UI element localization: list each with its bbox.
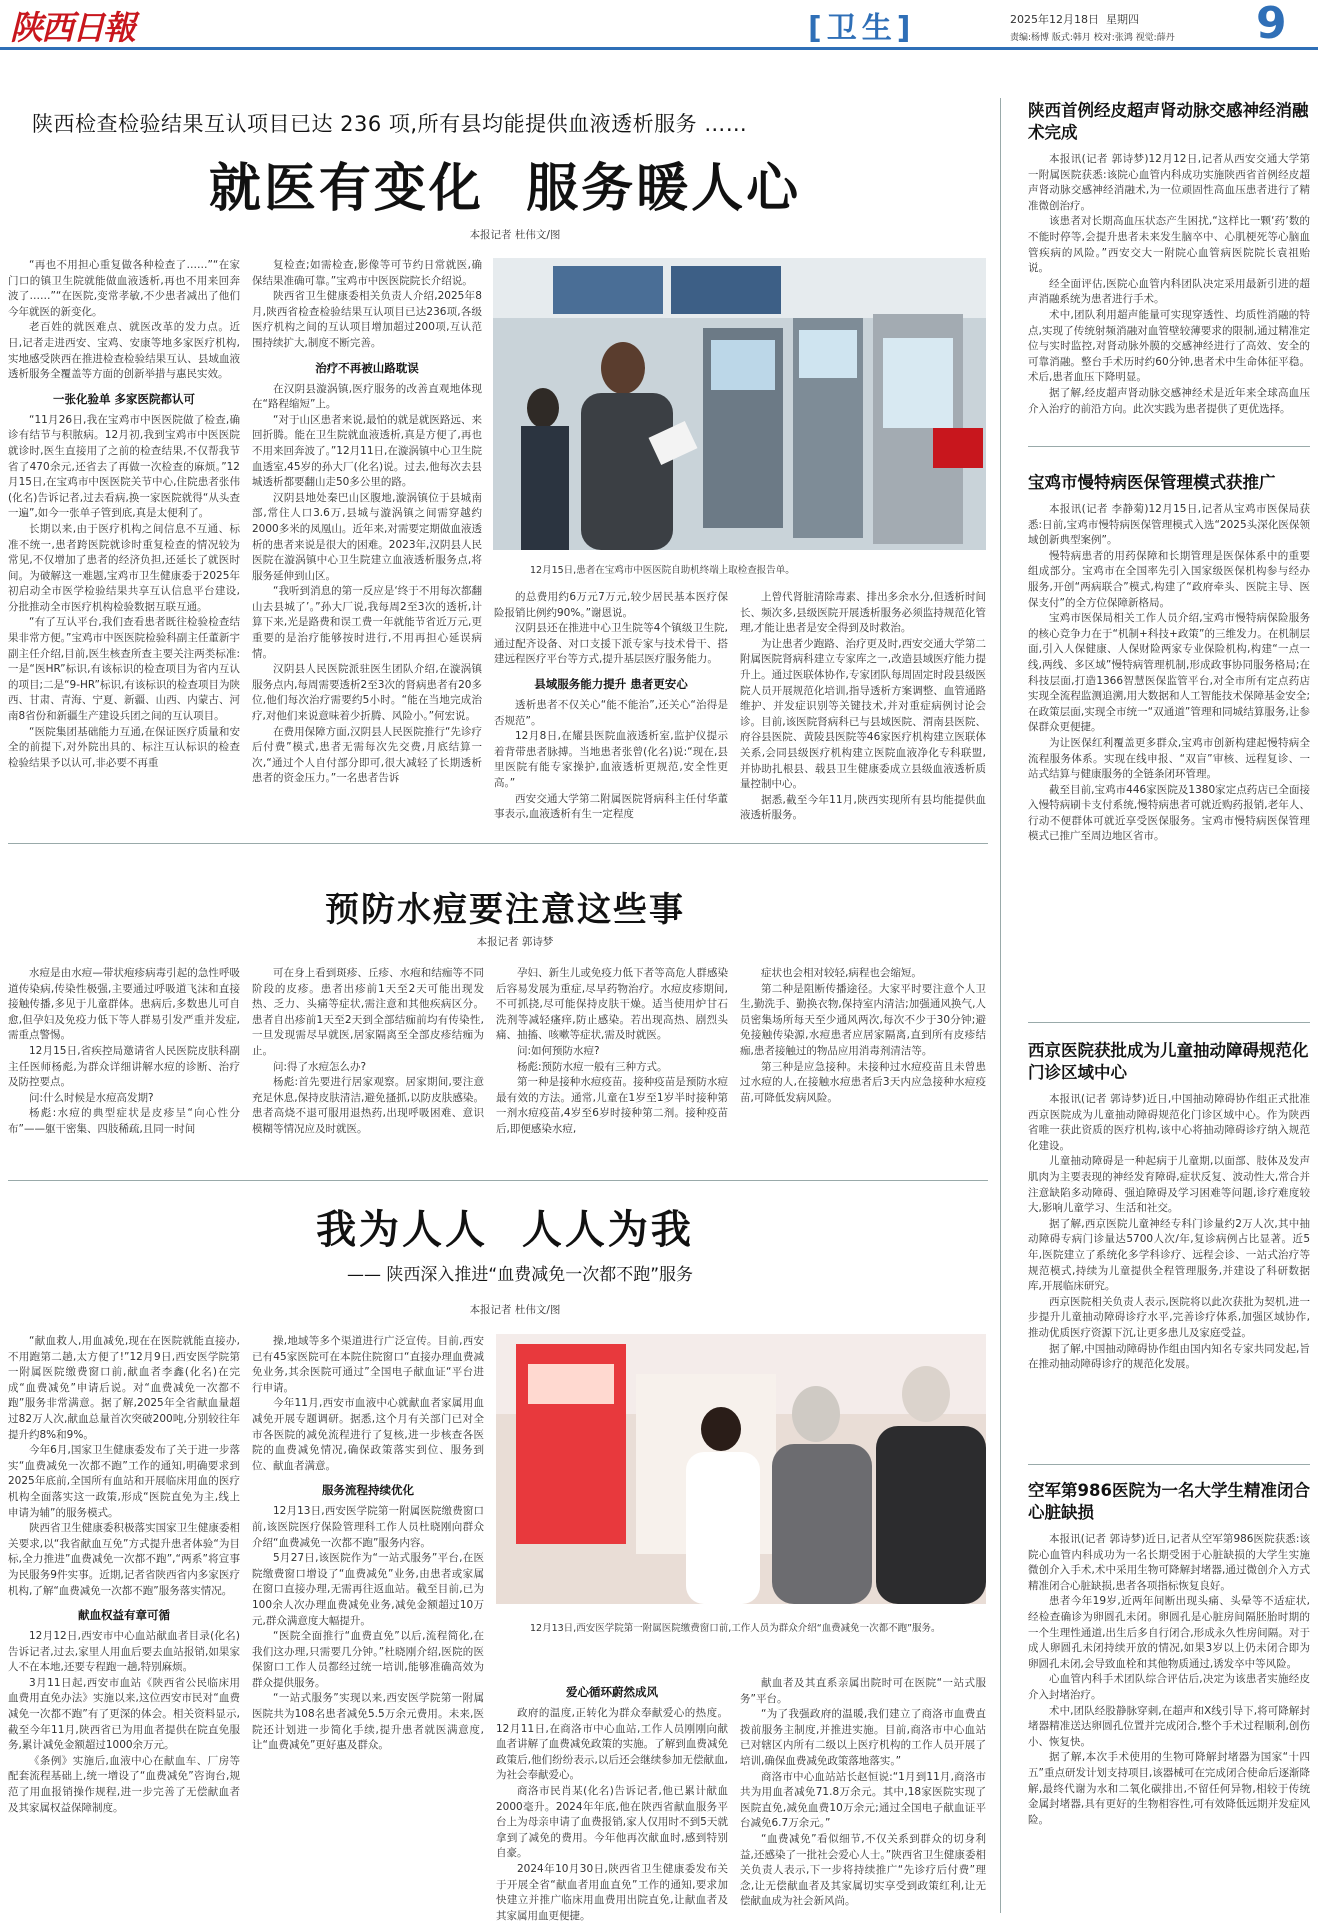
article1-headline: 就医有变化 服务暖人心 — [208, 159, 802, 219]
paragraph: 商洛市中心血站站长赵恒说:“1月到11月,商洛市共为用血者减免71.8万余元。其中,18家医院实现了医院直免,减免血费10万余元;通过全国电子献血证平台减免6.7万余元。” — [740, 1770, 986, 1830]
paragraph: 本报讯(记者 李静菊)12月15日,记者从宝鸡市医保局获悉:日前,宝鸡市慢特病医保管理模式入选“2025头深化医保领域创新典型案例”。 — [1028, 503, 1310, 547]
paragraph: 5月27日,该医院作为“一站式服务”平台,在医院缴费窗口增设了“血费减免”业务,由患者或家属在窗口直接办理,无需再往返血站。截至目前,已为100余人次办理血费减免业务,减免金额超过10万元,群众满意度大幅提升。 — [252, 1552, 484, 1627]
paragraph: “医院集团基础能力互通,在保证医疗质量和安全的前提下,对外院出具的、标注互认标识的检查检验结果予以认可,非必要不再重 — [8, 725, 240, 769]
paragraph: 据了解,本次手术使用的生物可降解封堵器为国家“十四五”重点研发计划支持项目,该器械可在完成闭合使命后逐渐降解,最终代谢为水和二氧化碳排出,不留任何异物,相较于传统金属封堵器,具有更好的生物相容性,可有效降低远期并发症风险。 — [1028, 1751, 1310, 1826]
sidebar-story-4-body — [1028, 1532, 1310, 1828]
paragraph: 2024年10月30日,陕西省卫生健康委发布关于开展全省“献血者用血直免”工作的通知,要求加快建立并推广临床用血费用出院直免,让献血者及其家属用血更便捷。 — [496, 1862, 728, 1922]
subheading: 献血权益有章可循 — [78, 1608, 170, 1623]
paragraph: 经全面评估,医院心血管内科团队决定采用最新引进的超声消融系统为患者进行手术。 — [1028, 277, 1310, 306]
subheading: 爱心循环蔚然成风 — [566, 1685, 658, 1699]
paragraph: 政府的温度,正转化为群众奉献爱心的热度。12月11日,在商洛市中心血站,工作人员刚刚向献血者讲解了血费减免政策的实施。了解到血费减免政策后,他们纷纷表示,以后还会继续参加无偿献血,为社会奉献爱心。 — [496, 1707, 728, 1782]
paragraph: 第三种是应急接种。未接种过水痘疫苗且未曾患过水痘的人,在接触水痘患者后3天内应急接种水痘疫苗,可降低发病风险。 — [740, 1060, 986, 1104]
weekday-text: 星期四 — [1106, 13, 1139, 26]
paragraph: “医院全面推行“血费直免”以后,流程简化,在我们这办理,只需要几分钟。”杜晓刚介绍,医院的医保窗口工作人员都经过统一培训,能够准确高效为群众提供服务。 — [252, 1630, 484, 1689]
paragraph: 12月13日,西安医学院第一附属医院缴费窗口前,该医院医疗保险管理科工作人员杜晓刚向群众介绍“血费减免一次都不跑”服务内容。 — [252, 1505, 484, 1549]
subheading: 一张化验单 多家医院都认可 — [52, 391, 195, 406]
paragraph: 本报讯(记者 郭诗梦)12月12日,记者从西安交通大学第一附属医院获悉:该院心血管内科成功实施陕西省首例经皮超声肾动脉交感神经消融术,为一位顽固性高血压患者进行了精准微创治疗。 — [1028, 153, 1310, 212]
paragraph: 本报讯(记者 郭诗梦)近日,记者从空军第986医院获悉:该院心血管内科成功为一名长期受困于心脏缺损的大学生实施微创介入手术,术中采用生物可降解封堵器,通过微创介入方式精准闭合心脏缺损,患者各项指标恢复良好。 — [1028, 1533, 1310, 1592]
paragraph: 水痘是由水痘—带状疱疹病毒引起的急性呼吸道传染病,传染性极强,主要通过呼吸道飞沫和直接接触传播,多见于儿童群体。患病后,多数患儿可自愈,但孕妇及免疫力低下等人群易引发严重并发症,需重点警惕。 — [8, 967, 240, 1042]
paragraph: 汉阴县还在推进中心卫生院等4个镇级卫生院,通过配齐设备、对口支援下派专家与技术骨干、搭建远程医疗平台等方式,提升基层医疗服务能力。 — [494, 622, 728, 666]
paragraph: 12月15日,省疾控局邀请省人民医院皮肤科副主任医师杨彪,为群众详细讲解水痘的诊断、治疗及防控要点。 — [8, 1044, 240, 1089]
paragraph: 心血管内科手术团队综合评估后,决定为该患者实施经皮介入封堵治疗。 — [1028, 1673, 1310, 1701]
paragraph: 陕西省卫生健康委相关负责人介绍,2025年8月,陕西省检查检验结果互认项目已达236项,各级医疗机构之间的互认项目增加超过200项,互认范围持续扩大,制度不断完善。 — [252, 290, 482, 349]
article3-subhead: —— 陕西深入推进“血费减免一次都不跑”服务 — [346, 1265, 694, 1285]
paragraph: 问:如何预防水痘? — [517, 1044, 600, 1057]
article1-kicker: 陕西检查检验结果互认项目已达 236 项,所有县均能提供血液透析服务 …… — [32, 112, 748, 136]
sidebar-story-3-body — [1028, 1092, 1310, 1373]
paragraph: 陕西省卫生健康委积极落实国家卫生健康委相关要求,以“我省献血互免”方式提升患者体验“为目标,全力推进”血费减免一次都不跑”,“两系”将宣事为民服务9件实事。近期,记者省陕西省内多家医疗机构,了解“血费减免一次都不跑”服务落实情况。 — [8, 1522, 240, 1597]
paragraph: 杨彪:预防水痘一般有三种方式。 — [517, 1060, 668, 1073]
paragraph: 术中,团队经股静脉穿刺,在超声和X线引导下,将可降解封堵器精准送达卵圆孔位置并完成闭合,整个手术过程顺利,创伤小、恢复快。 — [1028, 1704, 1310, 1748]
paragraph: 12月8日,在耀县医院血液透析室,监护仪提示着背带患者脉搏。当地患者张曾(化名)说:“现在,县里医院有能专家操护,血液透析更规范,安全性更高。” — [494, 730, 728, 789]
paragraph: 透析患者不仅关心“能不能治”,还关心“治得是否规范”。 — [494, 698, 728, 727]
self-service-kiosk-image — [493, 258, 986, 550]
paragraph: 西安交通大学第二附属医院肾病科主任付华董事表示,血液透析有生一定程度 — [494, 792, 728, 821]
paragraph: 据了解,中国抽动障碍协作组由国内知名专家共同发起,旨在推动抽动障碍诊疗的规范化发展。 — [1028, 1342, 1310, 1371]
paragraph: 术中,团队利用超声能量可实现穿透性、均质性消融的特点,实现了传统射频消融对血管壁较薄要求的限制,通过精准定位与实时监控,对肾动脉外膜的交感神经进行了高效、安全的可靠消融。整台手术历时约60分钟,患者术中生命体征平稳。术后,患者血压下降明显。 — [1028, 308, 1310, 384]
paragraph: 操,地域等多个渠道进行广泛宣传。目前,西安已有45家医院可在本院住院窗口“直接办理血费减免业务,其余医院可通过”全国电子献血证“平台进行申请。 — [252, 1335, 484, 1394]
paragraph: 第二种是阻断传播途径。大家平时要注意个人卫生,勤洗手、勤换衣物,保持室内清洁;加强通风换气,人员密集场所每天至少通风两次,每次不少于30分钟;避免接触传染源,水痘患者应居家隔离,直到所有皮疹结痂,患者接触过的物品应用消毒剂清洁等。 — [740, 982, 986, 1057]
paragraph: 据了解,西京医院儿童神经专科门诊量约2万人次,其中抽动障碍专病门诊量达5700人次/年,复诊病例占比显著。近5年,医院建立了系统化多学科诊疗、远程会诊、一站式治疗等规范模式,持续为儿童提供全程管理服务,并建设了科研数据库,开展临床研究。 — [1028, 1217, 1310, 1293]
paragraph: 为让患者少跑路、治疗更及时,西安交通大学第二附属医院肾病科建立专家库之一,改造县域医疗能力提升上。通过医联体协作,专家团队每周固定时段县级医院人员开展规范化培训,指导透析方案调整、血管通路维护、并发症识别等关键技术,并对重症病例讨论会诊。目前,该医院肾病科已与县域医院、渭南县医院、府谷县医院、黄陵县医院等46家医疗机构建立医联体关系,会同县级医疗机构建立医院血液净化专科联盟,并协助扎根县、载县卫生健康委成立县级血液透析质量控制中心。 — [740, 637, 986, 791]
paragraph: 商洛市民肖某(化名)告诉记者,他已累计献血2000毫升。2024年年底,他在陕西省献血服务平台上为母亲申请了血费报销,家人仅用时不到5天就拿到了减免的费用。今年他再次献血时,感到特别自豪。 — [496, 1784, 728, 1860]
paragraph: “献血救人,用血减免,现在在医院就能直接办,不用跑第二趟,太方便了!”12月9日,西安医学院第一附属医院缴费窗口前,献血者李鑫(化名)在完成“血费减免”申请后说。对“血费减免一次都不跑”服务非常满意。据了解,2025年全省献血量超过82万人次,献血总量首次突破200吨,分别较往年提升约8%和9%。 — [8, 1335, 240, 1441]
paragraph: 患者今年19岁,近两年间断出现头痛、头晕等不适症状,经检查确诊为卵圆孔未闭。卵圆孔是心脏房间隔胚胎时期的一个生理性通道,出生后多自行闭合,形成永久性房间隔。对于成人卵圆孔未闭持续开放的情况,如果3岁以上仍未闭合即为卵圆孔未闭,会导致血栓和其他物质通过,诱发卒中等风险。 — [1028, 1595, 1310, 1670]
paragraph: 老百姓的就医难点、就医改革的发力点。近日,记者走进西安、宝鸡、安康等地多家医疗机构,实地感受陕西在推进检查检验结果互认、县域血液透析服务全覆盖等方面的创新举措与惠民实效。 — [8, 321, 240, 381]
sidebar-story-4 — [1028, 1480, 1310, 1912]
paragraph: 为让医保红利覆盖更多群众,宝鸡市创新构建起慢特病全流程服务体系。实现在线申报、“双盲”审核、远程复诊、一站式结算与健康服务的全链条闭环管理。 — [1028, 736, 1310, 781]
article3-column-1 — [8, 1334, 240, 1912]
issue-date — [1010, 11, 1139, 27]
paragraph: 的总费用约6万元7万元,较少居民基本医疗保险报销比例约90%。”谢恩说。 — [494, 591, 728, 619]
date-text: 2025年12月18日 — [1010, 13, 1099, 26]
newspaper-logo: 陕西日報 — [10, 8, 134, 47]
paragraph: “11月26日,我在宝鸡市中医医院做了检查,确诊有结节与积脓病。12月初,我到宝鸡市中医医院就诊时,医生直接用了之前的检查结果,不仅帮我节省了470余元,还省去了再做一次检查的麻烦。”12月15日,在宝鸡市中医医院关节中心,住院患者张伟(化名)告诉记者,过去看病,换一家医院就得“从头查一遍”,如今一张单子管到底,真是太便利了。 — [8, 413, 240, 520]
paragraph: 宝鸡市医保局相关工作人员介绍,宝鸡市慢特病保险服务的核心竞争力在于“机制+科技+政策”的三维发力。在机制层面,引入人保健康、人保财险两家专业保险机构,构建“一点一线,两线、多区域”慢特病管理机制,形成政事协同服务格局;在科技层面,打造1366智慧医保监管平台,对全市所有定点药店实现全流程监测追溯,用大数据和人工智能技术保障基金安全;在政策层面,实现全市统一“双通道”管理和同城结算服务,让参保群众更便捷。 — [1028, 612, 1310, 734]
paragraph: 可在身上看到斑疹、丘疹、水疱和结痂等不同阶段的皮疹。患者出疹前1天至2天可能出现发热、乏力、头痛等症状,需注意和其他疾病区分。患者自出疹前1天至2天到全部结痂前均有传染性,一旦发现需尽早就医,居家隔离至全部皮疹结痂为止。 — [252, 967, 484, 1057]
paragraph: 今年6月,国家卫生健康委发布了关于进一步落实“血费减免一次都不跑”工作的通知,明确要求到2025年底前,全国所有血站和开展临床用血的医疗机构全面落实这一政策,形成“医院直免为主,线上申请为辅”的服务模式。 — [8, 1444, 240, 1519]
sidebar-story-1 — [1028, 100, 1310, 430]
article1-photo-caption: 12月15日,患者在宝鸡市中医医院自助机终端上取检查报告单。 — [530, 565, 795, 576]
staff-line: 责编:杨博 版式:韩月 校对:张鸿 视觉:薛丹 — [1010, 33, 1175, 43]
article1-photo — [493, 258, 986, 550]
article3-column-3 — [496, 1676, 728, 1922]
article1-byline: 本报记者 杜伟文/图 — [469, 229, 561, 241]
paragraph: 汉阴县人民医院派驻医生团队介绍,在漩涡镇服务点内,每周需要透析2至3次的肾病患者有20多位,他们每次治疗需要约5小时。“能在当地完成治疗,对他们来说意味着少折腾、风险小。”何宏说。 — [252, 663, 482, 723]
article1-column-2b — [494, 590, 728, 826]
paragraph: 汉阴县地处秦巴山区腹地,漩涡镇位于县城南部,常住人口3.6万,县城与漩涡镇之间需穿越约2000多米的凤凰山。近年来,对需要定期做血液透析的患者来说是很大的困难。2023年,汉阴县人民医院在漩涡镇中心卫生院建立血液透析服务点,将服务延伸到山区。 — [252, 491, 482, 582]
paragraph: 3月11日起,西安市血站《陕西省公民临床用血费用直免办法》实施以来,这位西安市民对“血费减免一次都不跑”有了更深的体会。相关资料显示,截至今年11月,陕西省已为用血者提供在院直免服务,累计减免金额超过1000余万元。 — [8, 1676, 240, 1752]
paragraph: 复检查;如需检查,影像等可节约日常就医,确保结果准确可靠。”宝鸡市中医医院院长介绍说。 — [252, 259, 482, 287]
paragraph: 截至目前,宝鸡市446家医院及1380家定点药店已全面接入慢特病刷卡支付系统,慢特病患者可就近购药报销,老年人、行动不便群体可就近享受医保服务。宝鸡市慢特病医保管理模式已推广至周边地区省市。 — [1028, 783, 1310, 843]
paragraph: 《条例》实施后,血液中心在献血车、厂房等配套流程基础上,统一增设了“血费减免”咨询台,规范了用血报销操作规程,进一步完善了无偿献血者及其家属权益保障制度。 — [8, 1754, 240, 1814]
sidebar-rule — [1028, 1464, 1310, 1465]
sidebar-divider — [1000, 98, 1001, 1913]
masthead — [0, 0, 1318, 50]
paragraph: “再也不用担心重复做各种检查了……”“在家门口的镇卫生院就能做血液透析,再也不用来回奔波了……”“在医院,变常孝敏,不少患者减出了他们今年就医的新变化。 — [8, 259, 240, 318]
article1-column-2a — [252, 258, 482, 826]
paragraph: “我听到消息的第一反应是‘终于不用每次都翻山去县城了’。”孙大厂说,我每周2至3次的透析,计算下来,光是路费和误工费一年就能节省近万元,更重要的是治疗能够按时进行,不用再担心延误病情。 — [252, 585, 482, 660]
paragraph: 杨彪:首先要进行居家观察。居家期间,要注意充足休息,保持皮肤清洁,避免搔抓,以防皮肤感染。患者高烧不退可服用退热药,出现呼吸困难、意识模糊等情况应及时就医。 — [252, 1076, 484, 1135]
paragraph: 西京医院相关负责人表示,医院将以此次获批为契机,进一步提升儿童抽动障碍诊疗水平,完善诊疗体系,加强区域协作,推动优质医疗资源下沉,让更多患儿及家庭受益。 — [1028, 1295, 1310, 1339]
paragraph: “一站式服务”实现以来,西安医学院第一附属医院共为108名患者减免5.5万余元费用。未来,医院还计划进一步简化手续,提升患者就医满意度,让“血费减免”更好惠及群众。 — [252, 1692, 484, 1752]
paragraph: 症状也会相对较轻,病程也会缩短。 — [761, 967, 922, 979]
paragraph: 儿童抽动障碍是一种起病于儿童期,以面部、肢体及发声肌肉为主要表现的神经发育障碍,症状反复、波动性大,常合并注意缺陷多动障碍、强迫障碍及学习困难等问题,诊疗难度较大,影响儿童学习、生活和社交。 — [1028, 1155, 1310, 1215]
sidebar-story-3 — [1028, 1040, 1310, 1460]
sidebar-story-2-body — [1028, 502, 1310, 845]
paragraph: “有了互认平台,我们查看患者既往检验检查结果非常方便。”宝鸡市中医医院检验科副主任董新宇副主任介绍,目前,医生核查所查主要关注两类标准:一是“医HR”标识,有该标识的检查项目为省内互认的项目;二是“9-HR”标识,有该标识的检查项目为陕西、甘肃、青海、宁夏、新疆、山西、内蒙古、河南8省份和新疆生产建设兵团之间的互认项目。 — [8, 616, 240, 723]
paragraph: 今年11月,西安市血液中心就献血者家属用血减免开展专题调研。据悉,这个月有关部门已对全市各医院的减免流程进行了复核,进一步核查各医院的血费减免情况,确保政策落实到位、服务到位、献血者满意。 — [252, 1397, 484, 1472]
article3-headline: 我为人人 人人为我 — [316, 1207, 694, 1253]
sidebar-rule — [1028, 1022, 1310, 1023]
sidebar-rule — [1028, 446, 1310, 447]
paragraph: 12月12日,西安市中心血站献血者目录(化名)告诉记者,过去,家里人用血后要去血站报销,如果家人不在本地,还要专程跑一趟,特别麻烦。 — [8, 1630, 240, 1674]
sidebar-story-2-title: 宝鸡市慢特病医保管理模式获推广 — [1028, 473, 1276, 492]
paragraph: 长期以来,由于医疗机构之间信息不互通、标准不统一,患者跨医院就诊时重复检查的情况较为常见,不仅增加了患者的经济负担,还延长了就医时间。为破解这一难题,宝鸡市卫生健康委于2025年初启动全市医学检验结果共享互认信息平台建设,分批推动全市医疗机构检验数据互联互通。 — [8, 522, 240, 613]
article2-column-2 — [252, 966, 484, 1162]
subheading: 治疗不再被山路耽误 — [315, 360, 419, 375]
sidebar-story-1-body — [1028, 152, 1310, 417]
sidebar-story-2 — [1028, 472, 1310, 1032]
paragraph: 问:得了水痘怎么办? — [273, 1060, 367, 1073]
article-divider — [8, 1180, 988, 1181]
article3-photo — [496, 1334, 986, 1604]
paragraph: 问:什么时候是水痘高发期? — [29, 1091, 154, 1104]
subheading: 服务流程持续优化 — [322, 1483, 414, 1498]
article-divider — [8, 843, 988, 844]
paragraph: 在汉阴县漩涡镇,医疗服务的改善直观地体现在“路程缩短”上。 — [252, 382, 482, 411]
article3-column-2 — [252, 1334, 484, 1912]
paragraph: 杨彪:水痘的典型症状是皮疹呈“向心性分布”——躯干密集、四肢稀疏,且同一时间 — [8, 1107, 240, 1135]
article1-column-3b — [740, 590, 986, 826]
paragraph: 孕妇、新生儿或免疫力低下者等高危人群感染后容易发展为重症,尽早药物治疗。水痘皮疹期间,不可抓挠,尽可能保持皮肤干燥。适当使用炉甘石洗剂等减轻瘙痒,防止感染。若出现高热、剧烈头痛、抽搐、咳嗽等症状,需及时就医。 — [496, 967, 728, 1042]
article3-column-4 — [740, 1676, 986, 1912]
paragraph: 献血者及其直系亲属出院时可在医院“一站式服务”平台。 — [740, 1677, 986, 1705]
paragraph: 本报讯(记者 郭诗梦)近日,中国抽动障碍协作组正式批准西京医院成为儿童抽动障碍规范化门诊区域中心。作为陕西省唯一获此资质的医疗机构,该中心将抽动障碍诊疗纳入规范化建设。 — [1028, 1093, 1310, 1152]
paragraph: “为了我强政府的温暖,我们建立了商洛市血费直拨前服务主制度,并推进实施。目前,商洛市中心血站已对辖区内所有二级以上医疗机构的工作人员开展了培训,确保血费减免政策落地落实。” — [740, 1708, 986, 1767]
paragraph: “血费减免”看似细节,不仅关系到群众的切身利益,还感染了一批社会爱心人士。”陕西省卫生健康委相关负责人表示,下一步将持续推广“先诊疗后付费”理念,让无偿献血者及其家属切实享受到政策红利,让无偿献血成为社会新风尚。 — [740, 1832, 986, 1908]
article2-column-3 — [496, 966, 728, 1162]
paragraph: 上曾代肾脏清除毒素、排出多余水分,但透析时间长、频次多,县级医院开展透析服务必须监持规范化管理,才能让患者是安全得到及时救治。 — [740, 591, 986, 635]
page-number: 9 — [1256, 0, 1287, 49]
paragraph: 据悉,截至今年11月,陕西实现所有县均能提供血液透析服务。 — [740, 793, 986, 822]
paragraph: 该患者对长期高血压状态产生困扰,“这样比一颗‘药’数的不能时停等,会提升患者未来发生脑卒中、心肌梗死等心脑血管疾病的风险。”西安交大一附院心血管病医院院长袁祖贻说。 — [1028, 215, 1310, 275]
article2-headline: 预防水痘要注意这些事 — [325, 890, 685, 930]
paragraph: “对于山区患者来说,最怕的就是就医路远、来回折腾。能在卫生院就血液透析,真是方便了,再也不用来回奔波了。”12月11日,在漩涡镇中心卫生院血透室,45岁的孙大厂(化名)说。过去,他每次去县城透析都要翻山走50多公里的路。 — [252, 413, 482, 489]
subheading: 县域服务能力提升 患者更安心 — [534, 676, 688, 691]
paragraph: 据了解,经皮超声肾动脉交感神经术是近年来全球高血压介入治疗的前沿方向。此次实践为患者提供了更优选择。 — [1028, 386, 1310, 415]
paragraph: 慢特病患者的用药保障和长期管理是医保体系中的重要组成部分。宝鸡市在全国率先引入国家级医保机构参与经办服务,开创“两病联合”模式,构建了“政府牵头、医院主导、医保支付”的全方位保障新格局。 — [1028, 549, 1310, 609]
sidebar-story-3-title: 西京医院获批成为儿童抽动障碍规范化门诊区域中心 — [1028, 1041, 1309, 1082]
article3-byline: 本报记者 杜伟文/图 — [469, 1304, 561, 1316]
sidebar-story-4-title: 空军第986医院为一名大学生精准闭合心脏缺损 — [1028, 1481, 1310, 1522]
article1-column-1 — [8, 258, 240, 826]
article2-column-4 — [740, 966, 986, 1162]
article2-column-1 — [8, 966, 240, 1162]
sidebar-story-1-title: 陕西首例经皮超声肾动脉交感神经消融术完成 — [1028, 101, 1309, 142]
paragraph: 在费用保障方面,汉阴县人民医院推行“先诊疗后付费”模式,患者无需每次先交费,月底结算一次,“通过个人自付部分即可,很大减轻了长期透析患者的资金压力。”一名患者告诉 — [252, 725, 482, 785]
paragraph: 第一种是接种水痘疫苗。接种疫苗是预防水痘最有效的方法。通常,儿童在1岁至1岁半时接种第一剂水痘疫苗,4岁至6岁时接种第二剂。接种疫苗后,即便感染水痘, — [496, 1076, 728, 1135]
article2-byline: 本报记者 郭诗梦 — [476, 936, 554, 948]
blood-fee-service-image — [496, 1334, 986, 1604]
article3-photo-caption: 12月13日,西安医学院第一附属医院缴费窗口前,工作人员为群众介绍“血费减免一次都不跑”服务。 — [530, 1623, 941, 1634]
section-name: [卫生] — [808, 11, 916, 46]
